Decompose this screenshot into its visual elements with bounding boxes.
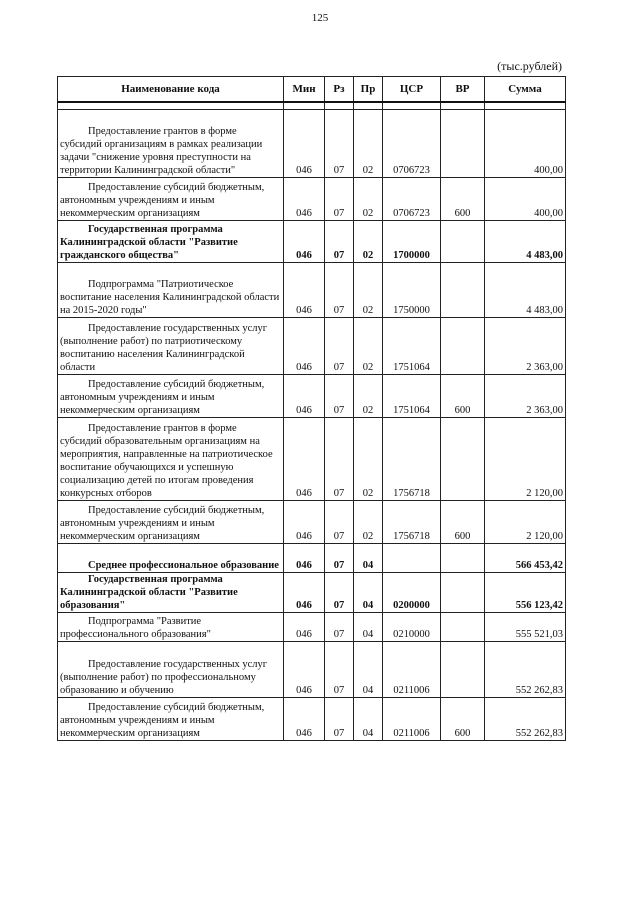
cell-vr xyxy=(441,573,485,613)
cell-sum: 2 363,00 xyxy=(485,318,566,375)
cell-pr: 04 xyxy=(354,613,383,642)
cell-name: Предоставление субсидий бюджетным, автономным учреждениям и иным некоммерческим организациям xyxy=(58,501,284,544)
cell-rz: 07 xyxy=(325,178,354,221)
cell-rz: 07 xyxy=(325,573,354,613)
table-row xyxy=(58,178,566,221)
cell-min: 046 xyxy=(284,110,325,178)
cell-pr: 02 xyxy=(354,318,383,375)
table-header-row xyxy=(58,77,566,103)
cell-rz: 07 xyxy=(325,221,354,263)
cell-pr: 02 xyxy=(354,375,383,418)
cell-pr: 02 xyxy=(354,418,383,501)
cell-name: Предоставление грантов в форме субсидий образовательным организациям на мероприятия, направленные на патриотическое воспитание обучающихся и успешную социализацию детей по итогам проведения конкурсных отборов xyxy=(58,418,284,501)
cell-min: 046 xyxy=(284,418,325,501)
cell-csr: 0211006 xyxy=(383,698,441,741)
cell-csr: 0706723 xyxy=(383,110,441,178)
col-header-pr: Пр xyxy=(354,77,383,103)
cell-vr: 600 xyxy=(441,375,485,418)
cell-rz: 07 xyxy=(325,375,354,418)
cell-name: Государственная программа Калининградской области "Развитие гражданского общества" xyxy=(58,221,284,263)
units-label: (тыс.рублей) xyxy=(497,59,562,73)
cell-name: Предоставление субсидий бюджетным, автономным учреждениям и иным некоммерческим организациям xyxy=(58,698,284,741)
col-header-csr: ЦСР xyxy=(383,77,441,103)
cell-sum: 4 483,00 xyxy=(485,263,566,318)
cell-min: 046 xyxy=(284,642,325,698)
table-row xyxy=(58,221,566,263)
col-header-name: Наименование кода xyxy=(58,77,284,103)
cell-sum: 566 453,42 xyxy=(485,544,566,573)
cell-name: Предоставление государственных услуг (выполнение работ) по профессиональному образованию и обучению xyxy=(58,642,284,698)
table-body xyxy=(58,102,566,741)
cell-pr: 04 xyxy=(354,642,383,698)
col-header-vr: ВР xyxy=(441,77,485,103)
cell-csr: 0706723 xyxy=(383,178,441,221)
cell-sum: 2 120,00 xyxy=(485,501,566,544)
cell-rz: 07 xyxy=(325,110,354,178)
cell-csr: 0210000 xyxy=(383,613,441,642)
cell-name: Подпрограмма "Патриотическое воспитание населения Калининградской области на 2015-2020 годы" xyxy=(58,263,284,318)
cell-csr xyxy=(383,544,441,573)
cell-pr: 04 xyxy=(354,698,383,741)
cell-rz: 07 xyxy=(325,501,354,544)
cell-vr: 600 xyxy=(441,698,485,741)
table-row xyxy=(58,110,566,178)
cell-csr: 0211006 xyxy=(383,642,441,698)
cell-name: Подпрограмма "Развитие профессионального образования" xyxy=(58,613,284,642)
cell-min: 046 xyxy=(284,318,325,375)
cell-vr xyxy=(441,263,485,318)
cell-vr xyxy=(441,318,485,375)
cell-csr: 1751064 xyxy=(383,375,441,418)
page-number: 125 xyxy=(311,12,329,24)
cell-csr: 0200000 xyxy=(383,573,441,613)
cell-vr xyxy=(441,418,485,501)
cell-min: 046 xyxy=(284,698,325,741)
table-row xyxy=(58,573,566,613)
cell-csr: 1756718 xyxy=(383,418,441,501)
cell-name: Предоставление грантов в форме субсидий организациям в рамках реализации задачи "снижение уровня преступности на территории Калининградской области" xyxy=(58,110,284,178)
cell-csr: 1756718 xyxy=(383,501,441,544)
cell-pr: 02 xyxy=(354,501,383,544)
cell-min: 046 xyxy=(284,544,325,573)
col-header-min: Мин xyxy=(284,77,325,103)
cell-pr: 04 xyxy=(354,544,383,573)
cell-pr: 02 xyxy=(354,263,383,318)
cell-vr xyxy=(441,613,485,642)
cell-vr xyxy=(441,642,485,698)
cell-vr: 600 xyxy=(441,178,485,221)
cell-sum: 552 262,83 xyxy=(485,642,566,698)
cell-csr: 1700000 xyxy=(383,221,441,263)
spacer-row xyxy=(58,102,566,110)
cell-pr: 02 xyxy=(354,221,383,263)
cell-name: Среднее профессиональное образование xyxy=(58,544,284,573)
cell-rz: 07 xyxy=(325,418,354,501)
cell-min: 046 xyxy=(284,178,325,221)
col-header-sum: Сумма xyxy=(485,77,566,103)
cell-sum: 400,00 xyxy=(485,178,566,221)
table-row xyxy=(58,613,566,642)
table-row xyxy=(58,375,566,418)
cell-sum: 2 120,00 xyxy=(485,418,566,501)
cell-min: 046 xyxy=(284,613,325,642)
cell-rz: 07 xyxy=(325,642,354,698)
table-row xyxy=(58,501,566,544)
cell-vr xyxy=(441,110,485,178)
cell-sum: 552 262,83 xyxy=(485,698,566,741)
cell-rz: 07 xyxy=(325,613,354,642)
col-header-rz: Рз xyxy=(325,77,354,103)
cell-min: 046 xyxy=(284,221,325,263)
cell-name: Предоставление субсидий бюджетным, автономным учреждениям и иным некоммерческим организациям xyxy=(58,178,284,221)
cell-sum: 556 123,42 xyxy=(485,573,566,613)
cell-min: 046 xyxy=(284,501,325,544)
cell-rz: 07 xyxy=(325,698,354,741)
table-row xyxy=(58,418,566,501)
table-row xyxy=(58,642,566,698)
cell-sum: 400,00 xyxy=(485,110,566,178)
table-row xyxy=(58,318,566,375)
cell-rz: 07 xyxy=(325,263,354,318)
cell-name: Предоставление субсидий бюджетным, автономным учреждениям и иным некоммерческим организациям xyxy=(58,375,284,418)
cell-pr: 04 xyxy=(354,573,383,613)
table-row xyxy=(58,263,566,318)
cell-sum: 4 483,00 xyxy=(485,221,566,263)
cell-rz: 07 xyxy=(325,544,354,573)
cell-vr xyxy=(441,221,485,263)
cell-rz: 07 xyxy=(325,318,354,375)
cell-pr: 02 xyxy=(354,110,383,178)
cell-min: 046 xyxy=(284,573,325,613)
cell-vr: 600 xyxy=(441,501,485,544)
cell-name: Государственная программа Калининградской области "Развитие образования" xyxy=(58,573,284,613)
cell-sum: 555 521,03 xyxy=(485,613,566,642)
cell-sum: 2 363,00 xyxy=(485,375,566,418)
cell-min: 046 xyxy=(284,375,325,418)
cell-vr xyxy=(441,544,485,573)
cell-csr: 1751064 xyxy=(383,318,441,375)
table-row xyxy=(58,544,566,573)
cell-min: 046 xyxy=(284,263,325,318)
cell-pr: 02 xyxy=(354,178,383,221)
cell-name: Предоставление государственных услуг (выполнение работ) по патриотическому воспитанию населения Калининградской области xyxy=(58,318,284,375)
cell-csr: 1750000 xyxy=(383,263,441,318)
table-row xyxy=(58,698,566,741)
budget-table xyxy=(57,76,566,741)
